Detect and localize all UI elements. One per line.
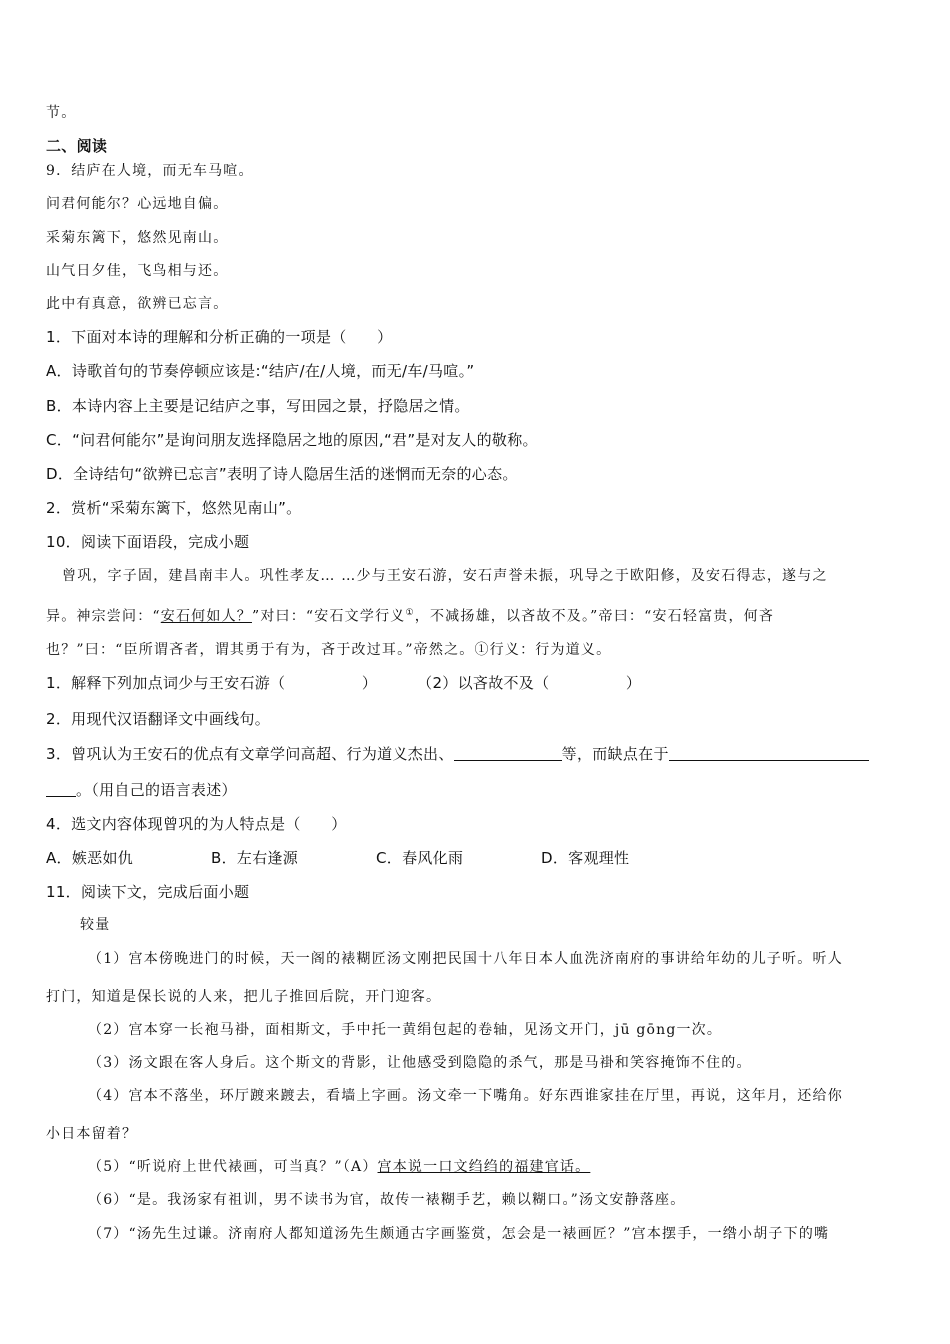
story-title: 较量: [80, 917, 111, 933]
passage-text: ，不减扬雄，以吝故不及。”帝曰：“安石轻富贵，何吝: [414, 608, 775, 625]
poem-line: 问君何能尔？心远地自偏。: [46, 196, 229, 212]
subquestion: [46, 744, 906, 764]
section-heading: 二、阅读: [46, 137, 108, 155]
subquestion: [46, 673, 906, 693]
option-b: B．左右逢源: [211, 849, 299, 867]
story-paragraph: （7）“汤先生过谦。济南府人都知道汤先生颇通古字画鉴赏，怎会是一裱画匠？”宫本摆手，一绺小胡子下的嘴: [88, 1226, 830, 1242]
subquestion: 2．赏析“采菊东篱下，悠然见南山”。: [46, 499, 302, 517]
passage-text: ”对曰：“安石文学行义: [251, 608, 406, 625]
passage-line: 也？”曰：“臣所谓吝者，谓其勇于有为，吝于改过耳。”帝然之。①行义：行为道义。: [46, 642, 612, 658]
option-d: D．客观理性: [541, 849, 630, 867]
option-a: A．诗歌首句的节奏停顿应该是:“结庐/在/人境，而无/车/马喧。”: [46, 362, 475, 380]
subquestion: [46, 780, 906, 800]
option-a: A．嫉恶如仇: [46, 849, 134, 867]
answer-blank[interactable]: [454, 746, 562, 761]
story-text: （5）“听说府上世代裱画，可当真？”（A）: [88, 1159, 378, 1175]
option-b: B．本诗内容上主要是记结庐之事，写田园之景，抒隐居之情。: [46, 397, 470, 415]
story-paragraph: （4）宫本不落坐，环厅踱来踱去，看墙上字画。汤文牵一下嘴角。好东西谁家挂在厅里，再说，这年月，还给你: [88, 1088, 843, 1104]
story-paragraph: 打门，知道是保长说的人来，把儿子推回后院，开门迎客。: [46, 989, 442, 1005]
subquestion-part: （2）以吝故不及（ ）: [417, 674, 642, 692]
subquestion: 4．选文内容体现曾巩的为人特点是（ ）: [46, 815, 347, 833]
passage-line: 曾巩，字子固，建昌南丰人。巩性孝友… …少与王安石游，安石声誉未振，巩导之于欧阳修，及安石得志，遂与之: [62, 568, 828, 584]
option-c: C．春风化雨: [376, 849, 464, 867]
passage-text: 异。神宗尝问：“: [46, 608, 161, 625]
story-paragraph: （1）宫本傍晚进门的时候，天一阁的裱糊匠汤文刚把民国十八年日本人血洗济南府的事讲给年幼的儿子听。听人: [88, 951, 843, 967]
subquestion: 2．用现代汉语翻译文中画线句。: [46, 710, 271, 728]
passage-line: [46, 603, 906, 627]
story-paragraph: （3）汤文跟在客人身后。这个斯文的背影，让他感受到隐隐的杀气，那是马褂和笑容掩饰不住的。: [88, 1055, 752, 1071]
option-c: C．“问君何能尔”是询问朋友选择隐居之地的原因,“君”是对友人的敬称。: [46, 431, 538, 449]
subquestion-part: 1．解释下列加点词少与王安石游（ ）: [46, 674, 378, 692]
text-line: 节。: [46, 105, 77, 121]
subquestion-part: 3．曾巩认为王安石的优点有文章学问高超、行为道义杰出、: [46, 745, 454, 763]
question-11: 11．阅读下文，完成后面小题: [46, 883, 250, 901]
subquestion-part: 。（用自己的语言表述）: [76, 781, 237, 799]
story-paragraph: （2）宫本穿一长袍马褂，面相斯文，手中托一黄绢包起的卷轴，见汤文开门，jū gōng一次。: [88, 1022, 723, 1038]
poem-line: 此中有真意，欲辨已忘言。: [46, 296, 229, 312]
question-9: 9．结庐在人境，而无车马喧。: [46, 163, 254, 179]
subquestion-part: 等，而缺点在于: [561, 745, 669, 763]
footnote-mark: ①: [405, 608, 415, 618]
story-paragraph: 小日本留着？: [46, 1126, 138, 1142]
answer-blank[interactable]: [46, 782, 76, 797]
story-paragraph: （6）“是。我汤家有祖训，男不读书为官，故传一裱糊手艺，赖以糊口。”汤文安静落座。: [88, 1192, 686, 1208]
question-10: 10．阅读下面语段，完成小题: [46, 533, 250, 551]
underlined-sentence: 宫本说一口文绉绉的福建官话。: [377, 1159, 591, 1175]
answer-blank[interactable]: [669, 746, 869, 761]
poem-line: 山气日夕佳，飞鸟相与还。: [46, 263, 229, 279]
underlined-sentence: 安石何如人？: [160, 608, 252, 625]
story-paragraph: [88, 1157, 906, 1177]
subquestion: 1．下面对本诗的理解和分析正确的一项是（ ）: [46, 328, 393, 346]
option-d: D．全诗结句“欲辨已忘言”表明了诗人隐居生活的迷惘而无奈的心态。: [46, 465, 518, 483]
poem-line: 采菊东篱下，悠然见南山。: [46, 230, 229, 246]
